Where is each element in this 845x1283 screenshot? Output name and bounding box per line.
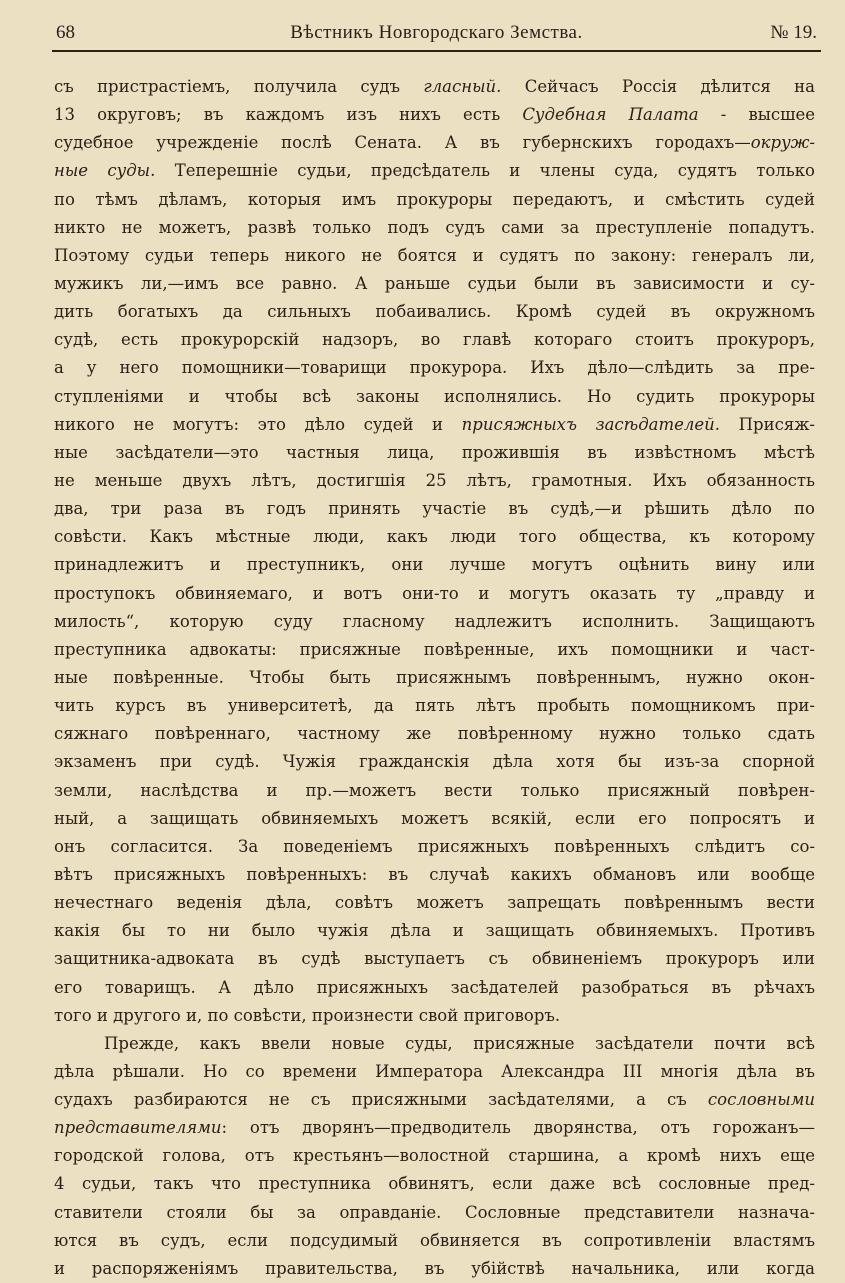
text-segment: дить богатыхъ да сильныхъ побаивались. Кромѣ судей въ окружномъ: [54, 302, 815, 322]
text-line: [54, 354, 815, 382]
text-line: [54, 748, 815, 776]
text-segment: сяжнаго повѣреннаго, частному же повѣренному нужно только сдать: [54, 724, 815, 744]
italic-text: сословными: [707, 1090, 815, 1110]
italic-text: гласный.: [423, 77, 502, 96]
text-line: [54, 1199, 815, 1227]
text-segment: городской голова, отъ крестьянъ—волостной старшина, а кромѣ нихъ еще: [54, 1146, 815, 1166]
text-segment: 13 округовъ; въ каждомъ изъ нихъ есть: [54, 105, 523, 125]
text-segment: 4 судьи, такъ что преступника обвинятъ, если даже всѣ сословные пред-: [54, 1174, 815, 1194]
text-segment: два, три раза въ годъ принять участіе въ судѣ,—и рѣшить дѣло по: [54, 499, 815, 519]
text-line: [54, 974, 815, 1002]
text-line: [54, 270, 815, 298]
text-line: [54, 495, 815, 523]
text-line: [54, 242, 815, 270]
journal-title: Вѣстникъ Новгородскаго Земства.: [290, 22, 583, 43]
text-segment: защитника-адвоката въ судѣ выступаетъ съ обвиненіемъ прокуроръ или: [54, 949, 815, 969]
text-line: [54, 945, 815, 973]
text-segment: Присяж-: [720, 414, 815, 434]
text-segment: проступокъ обвиняемаго, и вотъ они-то и могутъ оказать ту „правду и: [54, 583, 815, 603]
text-segment: нечестнаго веденія дѣла, совѣтъ можетъ запрещать повѣреннымъ вести: [54, 893, 815, 913]
text-segment: преступника адвокаты: присяжные повѣренные, ихъ помощники и част-: [54, 639, 815, 659]
text-line: [54, 833, 815, 861]
text-line: [54, 157, 815, 185]
text-line: [54, 861, 815, 889]
text-line: [54, 608, 815, 636]
text-segment: не меньше двухъ лѣтъ, достигшія 25 лѣтъ, грамотныя. Ихъ обязанность: [54, 470, 815, 490]
text-line: [54, 326, 815, 354]
text-segment: Прежде, какъ ввели новые суды, присяжные засѣдатели почти всѣ: [104, 1033, 815, 1053]
text-line: [54, 73, 815, 101]
text-line: [54, 1170, 815, 1198]
text-segment: Поэтому судьи теперь никого не боятся и судятъ по закону: генералъ ли,: [54, 245, 815, 265]
text-line: [54, 580, 815, 608]
text-line: [54, 664, 815, 692]
text-segment: : отъ дворянъ—предводитель дворянства, отъ горожанъ—: [221, 1118, 815, 1138]
text-segment: ные засѣдатели—это частныя лица, прожившія въ извѣстномъ мѣстѣ: [54, 442, 815, 462]
text-segment: и распоряженіямъ правительства, въ убійствѣ начальника, или когда: [54, 1258, 815, 1278]
text-segment: а у него помощники—товарищи прокурора. Ихъ дѣло—слѣдить за пре-: [54, 358, 815, 378]
text-line: [54, 298, 815, 326]
text-segment: ступленіями и чтобы всѣ законы исполнялись. Но судить прокуроры: [54, 386, 815, 406]
text-segment: ются въ судъ, если подсудимый обвиняется въ сопротивленіи властямъ: [54, 1230, 815, 1250]
text-line: [54, 777, 815, 805]
text-segment: ный, а защищать обвиняемыхъ можетъ всякій, если его попросятъ и: [54, 808, 815, 828]
text-line: [54, 1114, 815, 1142]
text-line: [54, 439, 815, 467]
text-line: [54, 411, 815, 439]
text-line: [54, 889, 815, 917]
text-line: [54, 917, 815, 945]
italic-text: окруж-: [750, 133, 815, 153]
text-segment: Сейчасъ Россія дѣлится на: [501, 77, 815, 96]
text-segment: совѣсти. Какъ мѣстные люди, какъ люди того общества, къ которому: [54, 527, 815, 547]
text-line: [54, 805, 815, 833]
text-segment: вѣтъ присяжныхъ повѣренныхъ: въ случаѣ какихъ обмановъ или вообще: [54, 864, 815, 884]
italic-text: представителями: [54, 1118, 222, 1138]
text-line: [54, 1227, 815, 1255]
text-line: [54, 383, 815, 411]
text-line: [54, 186, 815, 214]
text-segment: дѣла рѣшали. Но со времени Императора Александра III многія дѣла въ: [54, 1061, 815, 1081]
text-segment: принадлежитъ и преступникъ, они лучше могутъ оцѣнить вину или: [54, 555, 815, 575]
body-text: [54, 73, 815, 1283]
text-segment: земли, наслѣдства и пр.—можетъ вести только присяжный повѣрен-: [54, 780, 815, 800]
text-segment: ставители стояли бы за оправданіе. Сословные представители назнача-: [54, 1202, 815, 1222]
text-segment: судахъ разбираются не съ присяжными засѣдателями, а съ: [54, 1090, 708, 1110]
text-line: [54, 129, 815, 157]
text-line: [54, 214, 815, 242]
header-rule: [52, 50, 821, 52]
page-header: [56, 18, 817, 50]
page-number: 68: [56, 22, 75, 43]
text-segment: мужикъ ли,—имъ все равно. А раньше судьи были въ зависимости и су-: [54, 273, 815, 293]
text-segment: экзаменъ при судѣ. Чужія гражданскія дѣла хотя бы изъ-за спорной: [54, 752, 815, 772]
text-segment: какія бы то ни было чужія дѣла и защищать обвиняемыхъ. Противъ: [54, 921, 815, 941]
text-line: [54, 1086, 815, 1114]
text-line: [54, 692, 815, 720]
text-line: [54, 551, 815, 579]
text-line: [54, 101, 815, 129]
text-line: [54, 1030, 815, 1058]
italic-text: ные суды.: [54, 161, 156, 181]
text-segment: никто не можетъ, развѣ только подъ судъ сами за преступленіе попадутъ.: [54, 217, 815, 237]
text-line: [54, 1255, 815, 1283]
text-segment: судѣ, есть прокурорскій надзоръ, во главѣ котораго стоитъ прокуроръ,: [54, 330, 815, 350]
text-segment: его товарищъ. А дѣло присяжныхъ засѣдателей разобраться въ рѣчахъ: [54, 977, 815, 997]
italic-text: Судебная Палата: [522, 105, 699, 125]
text-segment: по тѣмъ дѣламъ, которыя имъ прокуроры передаютъ, и смѣстить судей: [54, 189, 815, 209]
text-segment: онъ согласится. За поведеніемъ присяжныхъ повѣренныхъ слѣдитъ со-: [54, 836, 815, 856]
text-segment: - высшее: [698, 105, 815, 125]
text-line: [54, 467, 815, 495]
text-line: [54, 1142, 815, 1170]
text-segment: того и другого и, по совѣсти, произнести свой приговоръ.: [54, 1005, 561, 1025]
text-line: [54, 1002, 815, 1030]
text-line: [54, 720, 815, 748]
text-segment: судебное учрежденіе послѣ Сената. А въ губернскихъ городахъ—: [54, 133, 751, 153]
text-segment: ные повѣренные. Чтобы быть присяжнымъ повѣреннымъ, нужно окон-: [54, 667, 815, 687]
issue-number: № 19.: [770, 22, 817, 43]
text-segment: милость“, которую суду гласному надлежитъ исполнить. Защищаютъ: [54, 611, 815, 631]
text-segment: никого не могутъ: это дѣло судей и: [54, 414, 462, 434]
text-segment: чить курсъ въ университетѣ, да пять лѣтъ пробыть помощникомъ при-: [54, 696, 815, 716]
text-line: [54, 636, 815, 664]
text-segment: съ пристрастіемъ, получила судъ: [54, 77, 424, 96]
text-segment: Теперешніе судьи, предсѣдатель и члены суда, судятъ только: [155, 161, 815, 181]
text-line: [54, 523, 815, 551]
italic-text: присяжныхъ засѣдателей.: [461, 414, 721, 434]
text-line: [54, 1058, 815, 1086]
